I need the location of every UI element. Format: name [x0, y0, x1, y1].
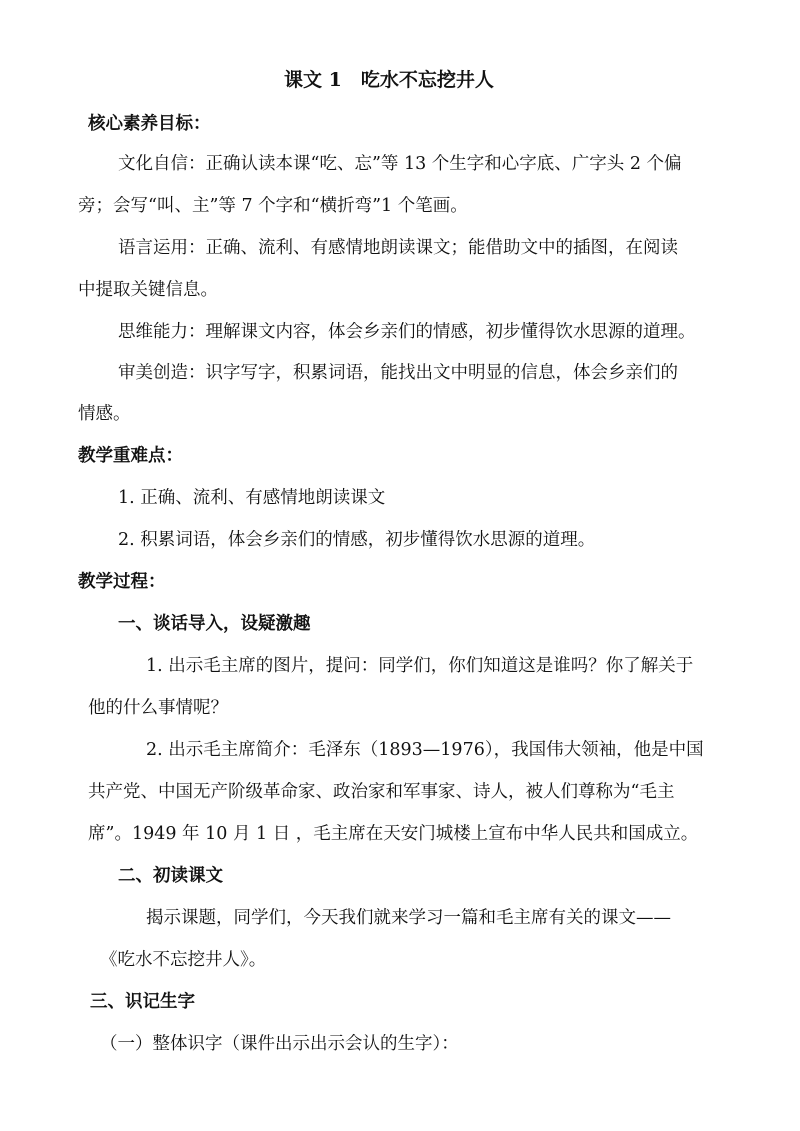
page-title: 课文 1 吃水不忘挖井人: [284, 69, 494, 91]
step-2-p1-line2: 《吃水不忘挖井人》。: [100, 950, 267, 970]
step-1-p2-line1: 2. 出示毛主席简介：毛泽东（1893—1976），我国伟大领袖，他是中国: [146, 740, 704, 760]
key-points-item-2: 2. 积累词语，体会乡亲们的情感，初步懂得饮水思源的道理。: [118, 530, 596, 550]
key-points-item-1: 1. 正确、流利、有感情地朗读课文: [118, 488, 386, 508]
step-2-heading: 二、初读课文: [118, 866, 223, 886]
step-2-p1-line1: 揭示课题，同学们，今天我们就来学习一篇和毛主席有关的课文——: [146, 908, 671, 928]
step-3-heading: 三、识记生字: [90, 992, 195, 1012]
step-1-p1-line1: 1. 出示毛主席的图片，提问：同学们，你们知道这是谁吗？你了解关于: [146, 656, 694, 676]
core-goals-heading: 核心素养目标：: [88, 114, 211, 134]
step-1-heading: 一、谈话导入，设疑激趣: [118, 614, 311, 634]
step-1-p1-line2: 他的什么事情呢？: [88, 698, 228, 718]
core-goals-thinking-line1: 思维能力：理解课文内容，体会乡亲们的情感，初步懂得饮水思源的道理。: [118, 322, 696, 342]
step-1-p2-line3: 席”。1949 年 10 月 1 日 ，毛主席在天安门城楼上宣布中华人民共和国成立。: [88, 824, 699, 844]
core-goals-culture-line1: 文化自信：正确认读本课“吃、忘”等 13 个生字和心字底、广字头 2 个偏: [118, 154, 682, 174]
core-goals-aesthetic-line2: 情感。: [78, 404, 131, 424]
core-goals-language-line1: 语言运用：正确、流利、有感情地朗读课文；能借助文中的插图，在阅读: [118, 238, 678, 258]
step-1-p2-line2: 共产党、中国无产阶级革命家、政治家和军事家、诗人，被人们尊称为“毛主: [88, 782, 675, 802]
process-heading: 教学过程：: [78, 572, 166, 592]
core-goals-aesthetic-line1: 审美创造：识字写字，积累词语，能找出文中明显的信息，体会乡亲们的: [118, 363, 678, 383]
step-3-sub-1: （一）整体识字（课件出示出示会认的生字）：: [100, 1034, 459, 1054]
key-points-heading: 教学重难点：: [78, 446, 183, 466]
core-goals-language-line2: 中提取关键信息。: [78, 280, 218, 300]
core-goals-culture-line2: 旁；会写“叫、主”等 7 个字和“横折弯”1 个笔画。: [78, 196, 468, 216]
